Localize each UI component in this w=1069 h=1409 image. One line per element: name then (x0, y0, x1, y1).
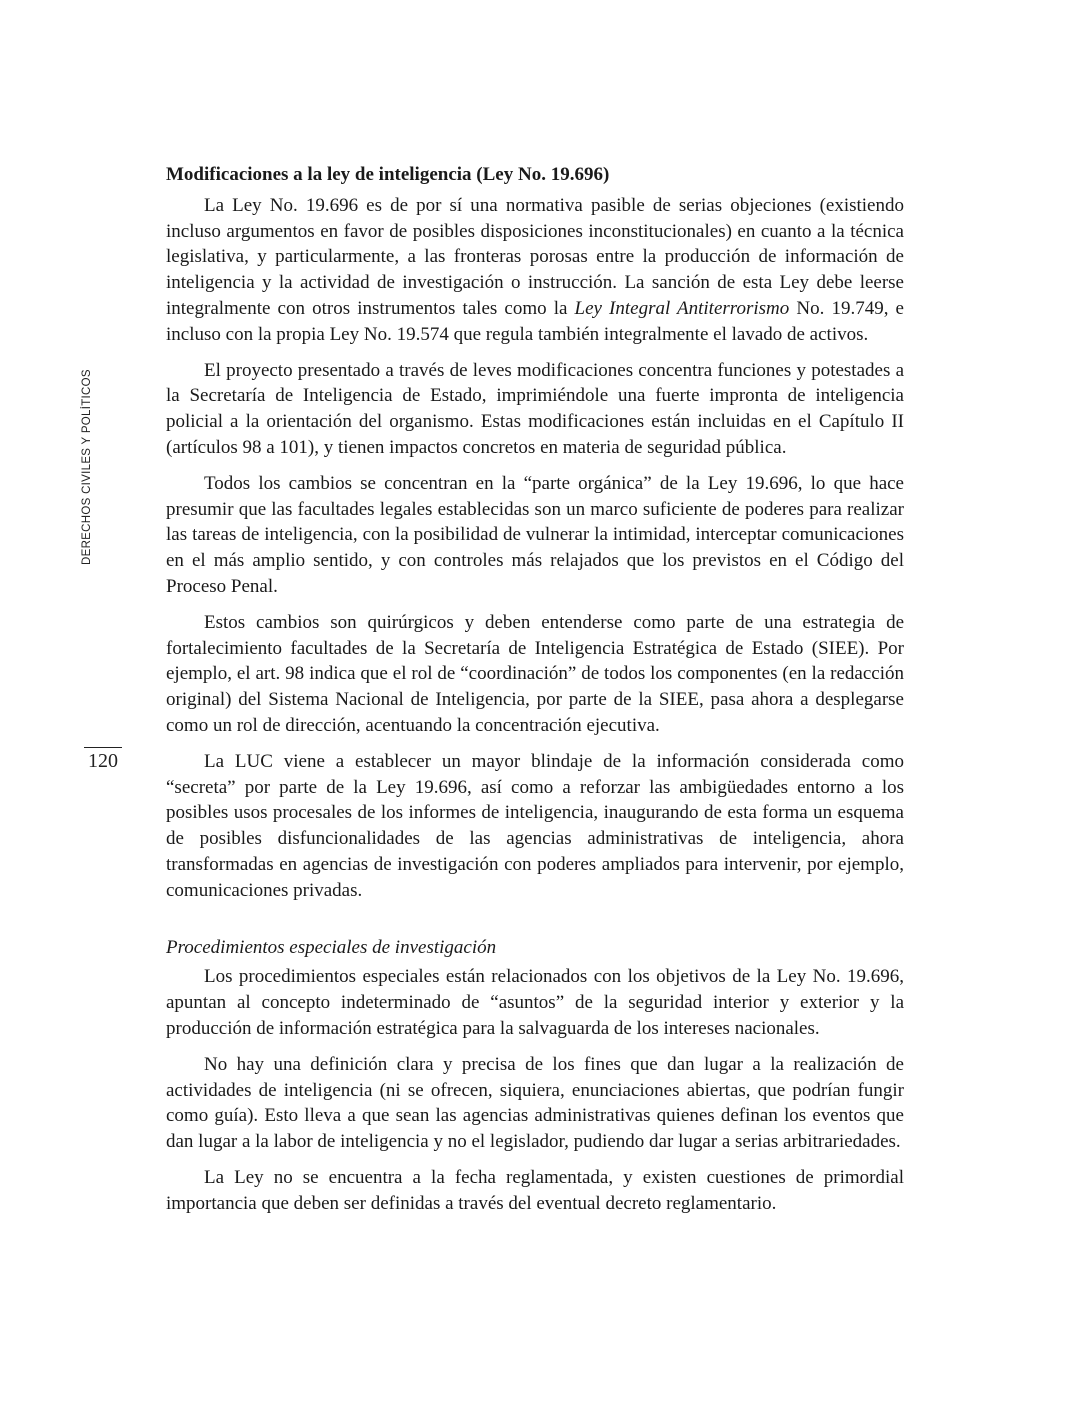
paragraph: Los procedimientos especiales están relacionados con los objetivos de la Ley No. 19.696, apuntan al concepto indeterminado de “asuntos” de la seguridad interior y exterior y la producción de información estratégica para la salvaguarda de los intereses nacionales. (166, 966, 904, 1039)
paragraph: La Ley no se encuentra a la fecha reglamentada, y existen cuestiones de primordial importancia que deben ser definidas a través del eventual decreto reglamentario. (166, 1166, 904, 1214)
paragraph-text: La Ley No. 19.696 es de por sí una normativa pasible de serias objeciones (existiendo incluso argumentos en favor de posibles disposiciones inconstitucionales) en cuanto a la técnica legislativa, y particularmente, a las fronteras porosas entre la producción de información de inteligencia y la actividad de investigación o instrucción. La sanción de esta Ley debe leerse integralmente con otros instrumentos tales como la (166, 194, 904, 319)
page-number: 120 (88, 750, 118, 772)
paragraph-text: No. 19.749, e incluso con la propia Ley No. 19.574 que regula también integralmente el lavado de activos. (166, 297, 904, 345)
law-title-italic: Ley Integral Antiterrorismo (574, 297, 790, 319)
paragraph: Todos los cambios se concentran en la “parte orgánica” de la Ley 19.696, lo que hace presumir que las facultades legales establecidas son un marco suficiente de poderes para realizar las tareas de inteligencia, con la posibilidad de vulnerar la intimidad, interceptar comunicaciones en el más amplio sentido, y con controles más relajados que los previstos en el Código del Proceso Penal. (166, 472, 904, 597)
section-heading: Modificaciones a la ley de inteligencia (Ley No. 19.696) (166, 164, 610, 185)
page-body (166, 162, 904, 1226)
paragraph: Estos cambios son quirúrgicos y deben entenderse como parte de una estrategia de fortalecimiento facultades de la Secretaría de Inteligencia Estratégica de Estado (SIEE). Por ejemplo, el art. 98 indica que el rol de “coordinación” de todos los componentes (en la redacción original) del Sistema Nacional de Inteligencia, por parte de la SIEE, pasa ahora a desplegarse como un rol de dirección, acentuando la concentración ejecutiva. (166, 611, 904, 736)
paragraph (166, 193, 904, 348)
paragraph: El proyecto presentado a través de leves modificaciones concentra funciones y potestades a la Secretaría de Inteligencia de Estado, imprimiéndole una fuerte impronta de inteligencia policial a la orientación del organismo. Estas modificaciones están incluidas en el Capítulo II (artículos 98 a 101), y tienen impactos concretos en materia de seguridad pública. (166, 359, 904, 458)
paragraph: La LUC viene a establecer un mayor blindaje de la información considerada como “secreta” por parte de la Ley 19.696, así como a reforzar las ambigüedades entorno a los posibles usos procesales de los informes de inteligencia, inaugurando de esta forma un esquema de posibles disfuncionalidades de las agencias administrativas de inteligencia, ahora transformadas en agencias de investigación con poderes ampliados para intervenir, por ejemplo, comunicaciones privadas. (166, 750, 904, 901)
running-title: DERECHOS CIVILES Y POLÍTICOS (81, 369, 93, 565)
paragraph: No hay una definición clara y precisa de los fines que dan lugar a la realización de actividades de inteligencia (ni se ofrecen, siquiera, enunciaciones abiertas, que podrían fungir como guía). Esto lleva a que sean las agencias administrativas quienes definan los eventos que dan lugar a la labor de inteligencia y no el legislador, pudiendo dar lugar a serias arbitrariedades. (166, 1053, 904, 1153)
page-number-rule (84, 747, 122, 748)
subsection-heading: Procedimientos especiales de investigación (166, 936, 497, 958)
